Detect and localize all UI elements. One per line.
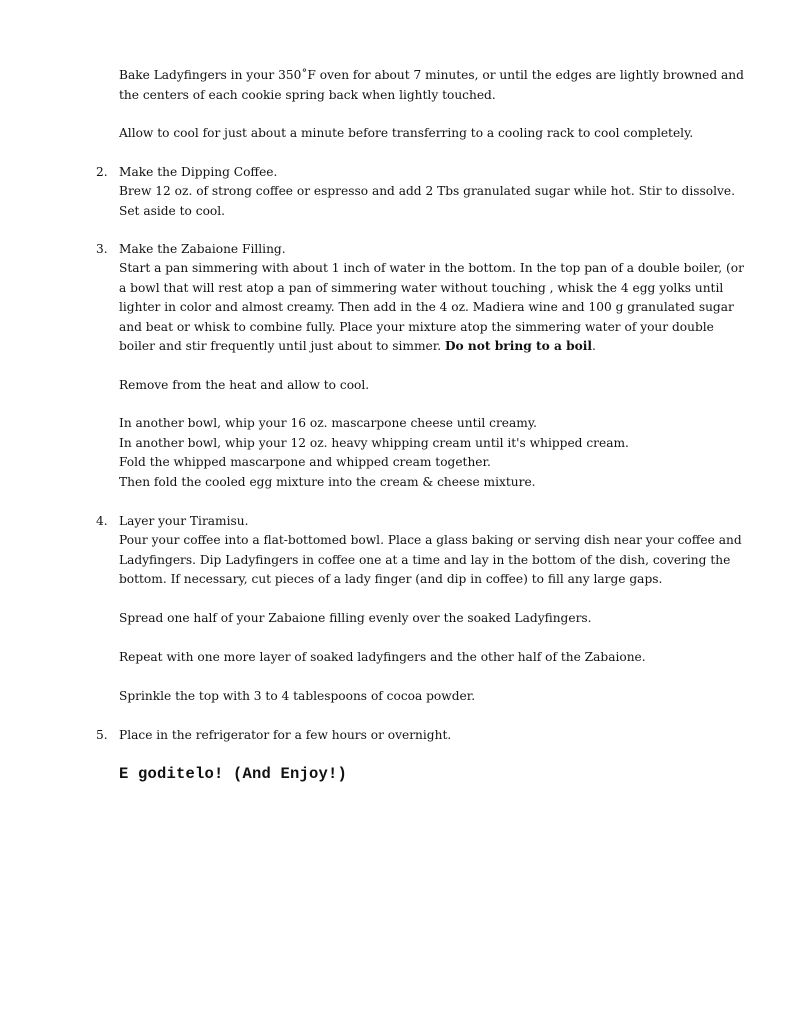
mascarpone-line: In another bowl, whip your 16 oz. mascarpone cheese until creamy. [119,416,537,430]
egg-mixture-line: Then fold the cooled egg mixture into the cream & cheese mixture. [119,475,536,489]
step-2-body: Brew 12 oz. of strong coffee or espresso and add 2 Tbs granulated sugar while hot. Stir to dissolve. Set aside to cool. [119,184,735,218]
step-3-number: 3. [96,242,108,256]
step-4-title: Layer your Tiramisu. [119,514,249,528]
step-2-number: 2. [96,165,108,179]
step-4-body: Pour your coffee into a flat-bottomed bowl. Place a glass baking or serving dish near your coffee and Ladyfingers. Dip Ladyfingers in coffee one at a time and lay in the bottom of the dish, covering the bottom. If necessary, cut pieces of a lady finger (and dip in coffee) to fill any large gaps. [119,533,742,586]
cooling-instructions: Allow to cool for just about a minute before transferring to a cooling rack to cool completely. [119,126,694,140]
step-3-body-text: Start a pan simmering with about 1 inch of water in the bottom. In the top pan of a double boiler, (or a bowl that will rest atop a pan of simmering water without touching , whisk the 4 egg yolks until lighter in color and almost creamy. Then add in the 4 oz. Madiera wine and 100 g granulated sugar and beat or whisk to combine fully. Place your mixture atop the simmering water of your double boiler and stir frequently until just about to simmer. [119,261,744,353]
bake-instructions: Bake Ladyfingers in your 350˚F oven for about 7 minutes, or until the edges are lightly browned and the centers of each cookie spring back when lightly touched. [119,68,744,102]
remove-from-heat: Remove from the heat and allow to cool. [119,378,370,392]
boil-warning: Do not bring to a boil [444,339,593,353]
step-3-body [119,259,749,357]
step-5-number: 5. [96,728,108,742]
cream-line: In another bowl, whip your 12 oz. heavy whipping cream until it's whipped cream. [119,436,629,450]
step-5-text: Place in the refrigerator for a few hours or overnight. [119,728,452,742]
closing-line: E goditelo! (And Enjoy!) [119,765,348,783]
step-4-number: 4. [96,514,108,528]
step-2-title: Make the Dipping Coffee. [119,165,278,179]
sprinkle-instruction: Sprinkle the top with 3 to 4 tablespoons of cocoa powder. [119,689,476,703]
repeat-instruction: Repeat with one more layer of soaked ladyfingers and the other half of the Zabaione. [119,650,646,664]
step-3-title: Make the Zabaione Filling. [119,242,286,256]
step-3-body-end: . [592,339,596,353]
spread-instruction: Spread one half of your Zabaione filling evenly over the soaked Ladyfingers. [119,611,592,625]
fold-line: Fold the whipped mascarpone and whipped cream together. [119,455,491,469]
